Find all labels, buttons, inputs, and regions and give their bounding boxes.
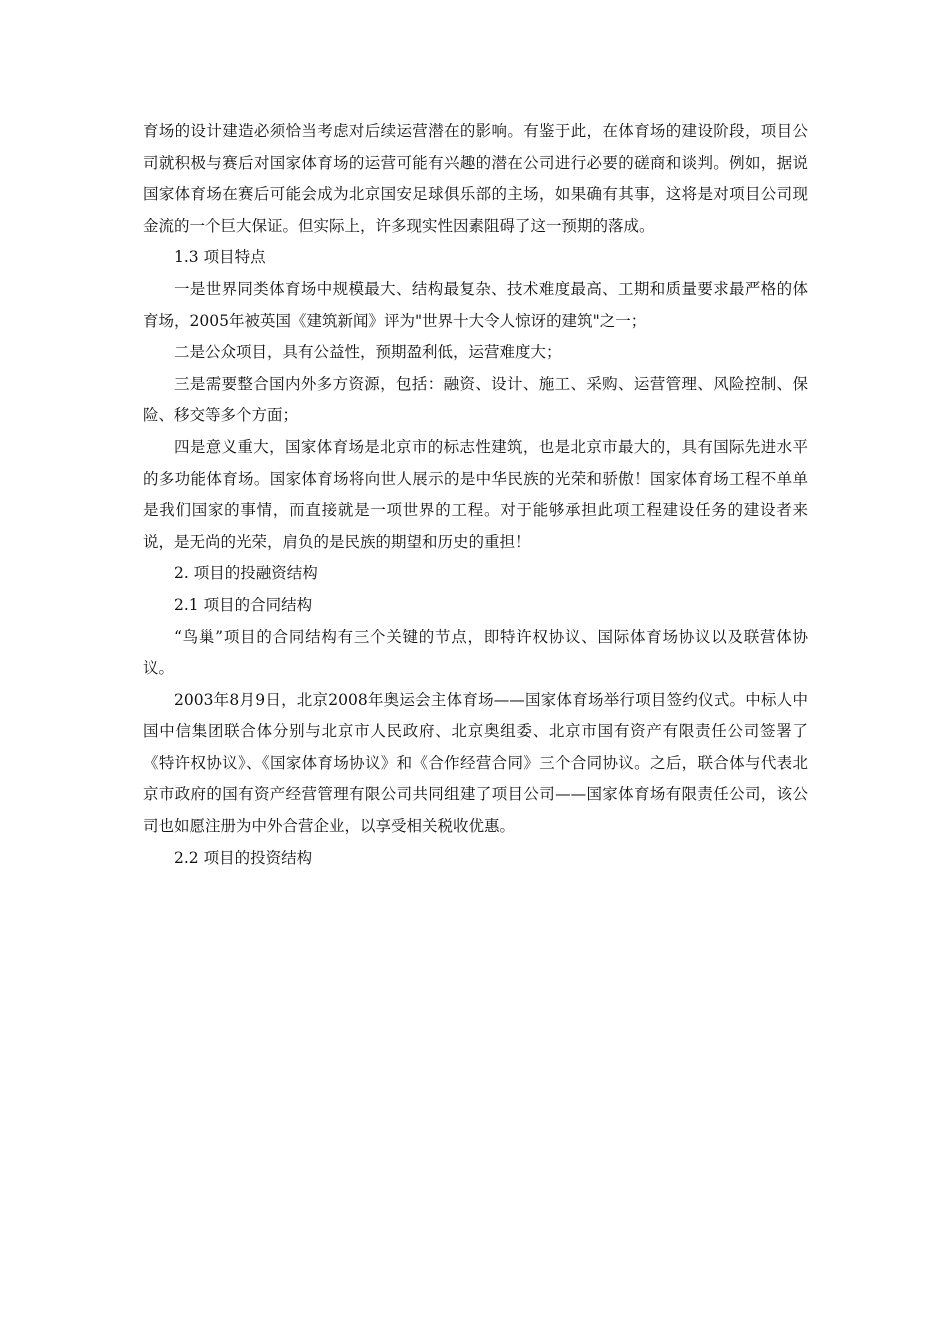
document-body [143, 116, 808, 874]
section-heading-1-3: 1.3 项目特点 [174, 248, 266, 267]
paragraph-signing-ceremony: 2003年8月9日，北京2008年奥运会主体育场——国家体育场举行项目签约仪式。中标人中国中信集团联合体分别与北京市人民政府、北京奥组委、北京市国有资产有限责任公司签署了《特许权协议》、《国家体育场协议》和《合作经营合同》三个合同协议。之后，联合体与代表北京市政府的国有资产经营管理有限公司共同组建了项目公司——国家体育场有限责任公司，该公司也如愿注册为中外合营企业，以享受相关税收优惠。 [143, 690, 808, 836]
paragraph-feature-three: 三是需要整合国内外多方资源，包括：融资、设计、施工、采购、运营管理、风险控制、保险、移交等多个方面； [143, 374, 808, 425]
paragraph-feature-one: 一是世界同类体育场中规模最大、结构最复杂、技术难度最高、工期和质量要求最严格的体育场，2005年被英国《建筑新闻》评为"世界十大令人惊讶的建筑"之一； [143, 279, 808, 330]
paragraph-feature-four: 四是意义重大，国家体育场是北京市的标志性建筑，也是北京市最大的，具有国际先进水平的多功能体育场。国家体育场将向世人展示的是中华民族的光荣和骄傲！国家体育场工程不单单是我们国家的事情，而直接就是一项世界的工程。对于能够承担此项工程建设任务的建设者来说，是无尚的光荣，肩负的是民族的期望和历史的重担！ [143, 437, 808, 551]
section-heading-2-2: 2.2 项目的投资结构 [174, 848, 313, 867]
paragraph-contract-nodes: “鸟巢”项目的合同结构有三个关键的节点，即特许权协议、国际体育场协议以及联营体协议。 [143, 627, 808, 678]
section-heading-2: 2. 项目的投融资结构 [174, 564, 318, 583]
paragraph-feature-two: 二是公众项目，具有公益性，预期盈利低，运营难度大； [174, 343, 562, 362]
section-heading-2-1: 2.1 项目的合同结构 [174, 595, 313, 614]
paragraph-continuation: 育场的设计建造必须恰当考虑对后续运营潜在的影响。有鉴于此，在体育场的建设阶段，项目公司就积极与赛后对国家体育场的运营可能有兴趣的潜在公司进行必要的磋商和谈判。例如，据说国家体育场在赛后可能会成为北京国安足球俱乐部的主场，如果确有其事，这将是对项目公司现金流的一个巨大保证。但实际上，许多现实性因素阻碍了这一预期的落成。 [143, 122, 808, 235]
